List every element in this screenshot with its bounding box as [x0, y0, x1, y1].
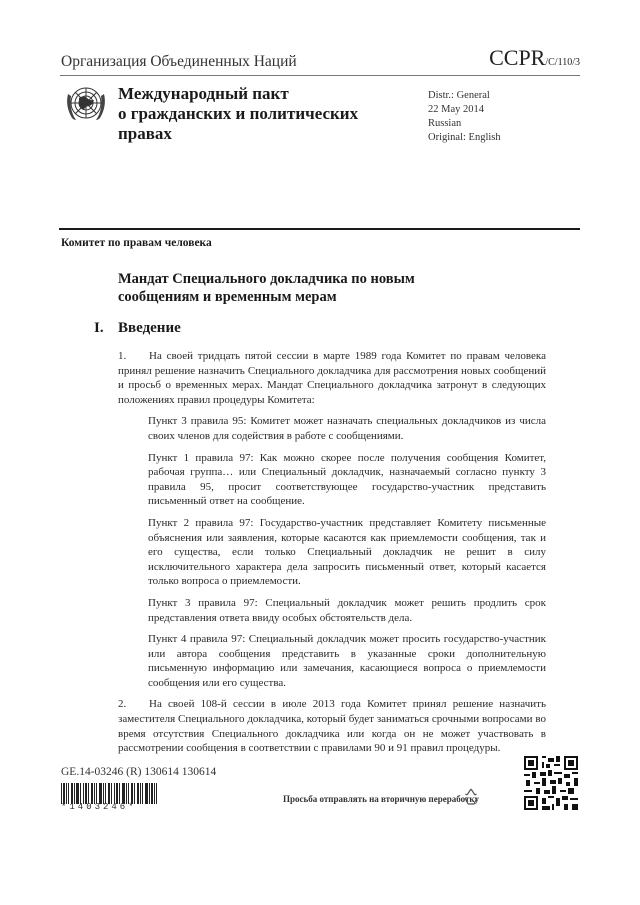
- header-thick-rule: [59, 228, 580, 230]
- symbol-main: CCPR: [489, 45, 546, 70]
- section-number: I.: [94, 320, 104, 336]
- document-symbol: [489, 45, 580, 71]
- header-rule: [60, 75, 580, 76]
- document-language: Russian: [428, 118, 462, 129]
- rule-quote: Пункт 3 правила 97: Специальный докладчик может решить продлить срок представления ответа ввиду особых обстоятельств дела.: [148, 596, 546, 624]
- document-date: 22 May 2014: [428, 104, 484, 115]
- paragraph-2: 2. На своей 108-й сессии в июле 2013 года Комитет принял решение назначить заместителя Специального докладчика, который будет заниматься срочными вопросами во время отсутствия Специального докладчика или когда он не может участвовать в рассмотрении сообщения в соответствии с правилами 90 и 91 правил процедуры.: [118, 698, 546, 755]
- recycle-notice: Просьба отправлять на вторичную переработку: [283, 794, 479, 804]
- organization-name: Организация Объединенных Наций: [61, 53, 297, 70]
- distr-label: Distr.: General: [428, 90, 490, 101]
- document-body: [118, 349, 546, 763]
- rule-quote: Пункт 4 правила 97: Специальный докладчик может просить государство-участник или автора сообщения представить в указанные сроки дополнительную письменную информацию или замечания, касающиеся вопроса о приемлемости сообщения или его существа.: [148, 633, 546, 689]
- un-emblem-icon: [62, 80, 110, 128]
- rule-quote: Пункт 2 правила 97: Государство-участник представляет Комитету письменные объяснения или заявления, которые касаются как приемлемости сообщения, так и его существа, если только Специальный докладчик не решит в силу исключительного характера дела запросить письменный ответ, который касается только вопроса о приемлемости.: [148, 516, 546, 588]
- barcode-icon: [61, 783, 157, 804]
- recycle-icon: [460, 786, 482, 808]
- rule-quote: Пункт 3 правила 95: Комитет может назначать специальных докладчиков из числа своих членов для содействия в работе с сообщениями.: [148, 415, 546, 442]
- paragraph-1: 1. На своей тридцать пятой сессии в марте 1989 года Комитет по правам человека принял решение назначить Специального докладчика для рассмотрения новых сообщений и просьб о временных мерах. Мандат Специального докладчика затронут в следующих положениях правил процедуры Комитета:: [118, 350, 546, 406]
- symbol-sub: /C/110/3: [545, 57, 580, 68]
- committee-name: Комитет по правам человека: [61, 237, 212, 249]
- distribution-info: [428, 89, 501, 145]
- document-title: Мандат Специального докладчика по новым сообщениям и временным мерам: [118, 271, 415, 305]
- job-code: GE.14-03246 (R) 130614 130614: [61, 766, 217, 778]
- qr-code-icon: [524, 756, 578, 810]
- section-title: Введение: [118, 320, 181, 336]
- barcode-number: *1403246*: [61, 802, 137, 812]
- rule-quote: Пункт 1 правила 97: Как можно скорее после получения сообщения Комитет, рабочая группа… или Специальный докладчик, назначаемый согласно пункту 3 правила 95, просит соответствующее государство-участник представить письменный ответ на сообщение.: [148, 451, 546, 508]
- original-language: Original: English: [428, 132, 501, 143]
- treaty-title: Международный пакт о гражданских и политических правах: [118, 84, 359, 143]
- section-heading: [94, 320, 181, 337]
